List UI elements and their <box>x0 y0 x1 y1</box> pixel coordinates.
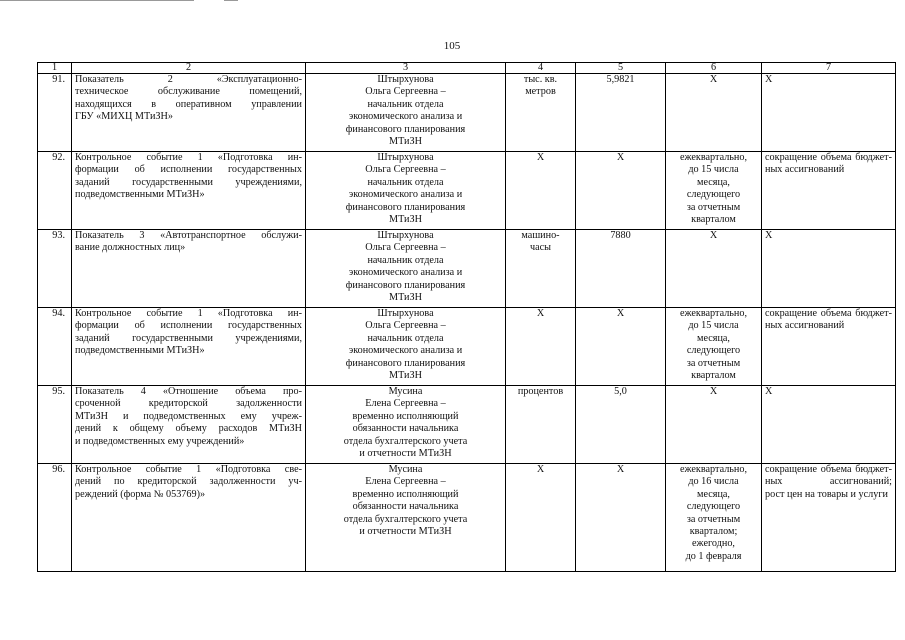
responsible-person-line: Штырхунова <box>377 230 434 241</box>
unit-of-measure-line: Х <box>536 308 545 319</box>
row-description-line: подведомственными МТиЗН» <box>75 345 205 357</box>
risk-note <box>762 386 896 464</box>
risk-note-line: ных ассигнований <box>765 164 845 176</box>
responsible-person-line: и отчетности МТиЗН <box>359 526 452 538</box>
responsible-person-line: начальник отдела <box>367 98 444 110</box>
reporting-period-line: за отчетным <box>686 201 741 213</box>
row-description-line: Контрольное событие 1 «Подготовка ин- <box>75 308 302 319</box>
responsible-person-line: МТиЗН <box>389 214 422 226</box>
responsible-person-line: и отчетности МТиЗН <box>359 448 452 460</box>
reporting-period-line: за отчетным <box>686 357 741 369</box>
unit-of-measure <box>506 464 576 572</box>
responsible-person-line: МТиЗН <box>389 136 422 148</box>
reporting-period-line: Х <box>709 386 718 397</box>
row-description-line: формации об исполнении государственных <box>75 164 302 176</box>
table-row <box>38 308 896 386</box>
reporting-period-line: до 1 февраля <box>685 550 742 562</box>
unit-of-measure-line: Х <box>536 464 545 475</box>
table-row <box>38 230 896 308</box>
reporting-period-line: до 16 числа <box>688 476 739 488</box>
row-description-line: подведомственными МТиЗН» <box>75 189 205 201</box>
reporting-period <box>666 230 762 308</box>
reporting-period-line: кварталом <box>691 214 736 226</box>
row-description-line: Показатель 3 «Автотранспортное обслужи- <box>75 230 302 241</box>
target-value-line: Х <box>616 152 625 163</box>
target-value <box>576 308 666 386</box>
row-description <box>72 464 306 572</box>
reporting-period-line: Х <box>709 230 718 241</box>
risk-note-line: сокращение объема бюджет- <box>765 152 892 163</box>
row-number <box>38 152 72 230</box>
unit-of-measure-line: тыс. кв. <box>523 74 558 85</box>
responsible-person-line: финансового планирования <box>345 123 466 135</box>
column-header: 5 <box>576 63 666 74</box>
target-value-line: 5,0 <box>614 386 627 397</box>
row-description-line: Контрольное событие 1 «Подготовка све- <box>75 464 302 475</box>
risk-note-line: рост цен на товары и услуги <box>765 488 888 500</box>
responsible-person <box>306 308 506 386</box>
reporting-period-line: ежеквартально, <box>679 152 748 163</box>
row-number-line: 96. <box>52 464 65 475</box>
risk-note-line: ных ассигнований <box>765 320 845 332</box>
responsible-person-line: Ольга Сергеевна – <box>365 86 446 98</box>
unit-of-measure-line: Х <box>536 152 545 163</box>
responsible-person-line: финансового планирования <box>345 201 466 213</box>
responsible-person-line: Елена Сергеевна – <box>365 476 446 488</box>
row-description-line: техническое обслуживание помещений, <box>75 86 302 98</box>
row-description-line: Контрольное событие 1 «Подготовка ин- <box>75 152 302 163</box>
row-description-line: формации об исполнении государственных <box>75 320 302 332</box>
responsible-person-line: Мусина <box>388 386 423 397</box>
responsible-person-line: обязанности начальника <box>352 423 459 435</box>
row-description <box>72 308 306 386</box>
risk-note-line: Х <box>765 74 773 85</box>
row-description-line: ГБУ «МИХЦ МТиЗН» <box>75 111 173 123</box>
header-rule-left <box>0 0 194 1</box>
risk-note <box>762 152 896 230</box>
row-description <box>72 230 306 308</box>
reporting-period <box>666 464 762 572</box>
responsible-person <box>306 230 506 308</box>
responsible-person-line: финансового планирования <box>345 279 466 291</box>
risk-note <box>762 74 896 152</box>
column-header: 6 <box>666 63 762 74</box>
row-description-line: МТиЗН и подведомственных ему учреж- <box>75 410 302 422</box>
target-value-line: 7880 <box>610 230 631 241</box>
row-description-line: заданий государственными учреждениями, <box>75 332 302 344</box>
responsible-person-line: отдела бухгалтерского учета <box>343 513 468 525</box>
responsible-person-line: Мусина <box>388 464 423 475</box>
unit-of-measure-line: процентов <box>517 386 564 397</box>
risk-note-line: Х <box>765 386 773 397</box>
target-value <box>576 386 666 464</box>
unit-of-measure-line: метров <box>525 86 556 98</box>
column-header: 4 <box>506 63 576 74</box>
reporting-period-line: месяца, <box>697 488 730 500</box>
column-header: 1 <box>38 63 72 74</box>
responsible-person-line: начальник отдела <box>367 332 444 344</box>
reporting-period-line: за отчетным <box>686 513 741 525</box>
responsible-person-line: обязанности начальника <box>352 501 459 513</box>
reporting-period-line: кварталом; <box>689 526 738 538</box>
table-row <box>38 74 896 152</box>
responsible-person-line: Штырхунова <box>377 152 434 163</box>
reporting-period-line: ежеквартально, <box>679 464 748 475</box>
target-value-line: 5,9821 <box>606 74 635 85</box>
row-description <box>72 74 306 152</box>
responsible-person-line: экономического анализа и <box>348 189 463 201</box>
responsible-person-line: начальник отдела <box>367 176 444 188</box>
responsible-person-line: экономического анализа и <box>348 345 463 357</box>
target-value-line: Х <box>616 308 625 319</box>
unit-of-measure <box>506 386 576 464</box>
responsible-person <box>306 152 506 230</box>
row-description <box>72 386 306 464</box>
reporting-period-line: месяца, <box>697 332 730 344</box>
row-description-line: Показатель 4 «Отношение объема про- <box>75 386 302 397</box>
row-number <box>38 386 72 464</box>
responsible-person-line: Ольга Сергеевна – <box>365 320 446 332</box>
row-number-line: 91. <box>52 74 65 85</box>
risk-note <box>762 464 896 572</box>
responsible-person-line: экономического анализа и <box>348 267 463 279</box>
responsible-person-line: Ольга Сергеевна – <box>365 164 446 176</box>
column-header: 2 <box>72 63 306 74</box>
reporting-period-line: кварталом <box>691 370 736 382</box>
target-value <box>576 152 666 230</box>
unit-of-measure-line: машино- <box>521 230 560 241</box>
responsible-person-line: Штырхунова <box>377 74 434 85</box>
responsible-person-line: Штырхунова <box>377 308 434 319</box>
reporting-period-line: следующего <box>686 501 741 513</box>
reporting-period-line: до 15 числа <box>688 164 739 176</box>
responsible-person-line: начальник отдела <box>367 254 444 266</box>
table-row <box>38 386 896 464</box>
target-value <box>576 464 666 572</box>
row-description-line: дений к общему объему расходов МТиЗН <box>75 423 302 435</box>
risk-note <box>762 308 896 386</box>
risk-note-line: сокращение объема бюджет- <box>765 308 892 319</box>
header-row <box>38 63 896 74</box>
indicators-table <box>37 62 896 572</box>
row-description-line: заданий государственными учреждениями, <box>75 176 302 188</box>
reporting-period-line: следующего <box>686 189 741 201</box>
row-number <box>38 74 72 152</box>
reporting-period <box>666 74 762 152</box>
unit-of-measure-line: часы <box>529 242 551 254</box>
row-description-line: вание должностных лиц» <box>75 242 186 254</box>
row-description-line: сроченной кредиторской задолженности <box>75 398 302 410</box>
responsible-person-line: экономического анализа и <box>348 111 463 123</box>
reporting-period-line: ежегодно, <box>692 538 735 550</box>
responsible-person-line: финансового планирования <box>345 357 466 369</box>
reporting-period <box>666 152 762 230</box>
risk-note <box>762 230 896 308</box>
row-number-line: 93. <box>52 230 65 241</box>
risk-note-line: сокращение объема бюджет- <box>765 464 892 475</box>
column-header: 7 <box>762 63 896 74</box>
header-rule-right <box>224 0 238 1</box>
reporting-period <box>666 386 762 464</box>
unit-of-measure <box>506 308 576 386</box>
row-description-line: и подведомственных ему учреждений» <box>75 435 245 447</box>
responsible-person-line: отдела бухгалтерского учета <box>343 435 468 447</box>
reporting-period-line: следующего <box>686 345 741 357</box>
target-value <box>576 74 666 152</box>
reporting-period-line: месяца, <box>697 176 730 188</box>
unit-of-measure <box>506 230 576 308</box>
reporting-period-line: ежеквартально, <box>679 308 748 319</box>
table-row <box>38 152 896 230</box>
column-header: 3 <box>306 63 506 74</box>
table-row <box>38 464 896 572</box>
row-number-line: 95. <box>52 386 65 397</box>
reporting-period-line: до 15 числа <box>688 320 739 332</box>
reporting-period-line: Х <box>709 74 718 85</box>
row-number <box>38 464 72 572</box>
row-number <box>38 230 72 308</box>
row-number-line: 94. <box>52 308 65 319</box>
unit-of-measure <box>506 74 576 152</box>
responsible-person <box>306 386 506 464</box>
risk-note-line: ных ассигнований; <box>765 476 892 488</box>
row-description-line: находящихся в оперативном управлении <box>75 98 302 110</box>
responsible-person-line: МТиЗН <box>389 370 422 382</box>
row-description-line: Показатель 2 «Эксплуатационно- <box>75 74 302 85</box>
target-value-line: Х <box>616 464 625 475</box>
responsible-person-line: МТиЗН <box>389 292 422 304</box>
row-number-line: 92. <box>52 152 65 163</box>
responsible-person-line: временно исполняющий <box>352 410 459 422</box>
row-description-line: дений по кредиторской задолженности уч- <box>75 476 302 488</box>
responsible-person-line: Ольга Сергеевна – <box>365 242 446 254</box>
unit-of-measure <box>506 152 576 230</box>
responsible-person-line: временно исполняющий <box>352 488 459 500</box>
responsible-person-line: Елена Сергеевна – <box>365 398 446 410</box>
row-number <box>38 308 72 386</box>
row-description-line: реждений (форма № 053769)» <box>75 488 206 500</box>
target-value <box>576 230 666 308</box>
page-number: 105 <box>443 40 461 52</box>
row-description <box>72 152 306 230</box>
reporting-period <box>666 308 762 386</box>
responsible-person <box>306 464 506 572</box>
responsible-person <box>306 74 506 152</box>
risk-note-line: Х <box>765 230 773 241</box>
